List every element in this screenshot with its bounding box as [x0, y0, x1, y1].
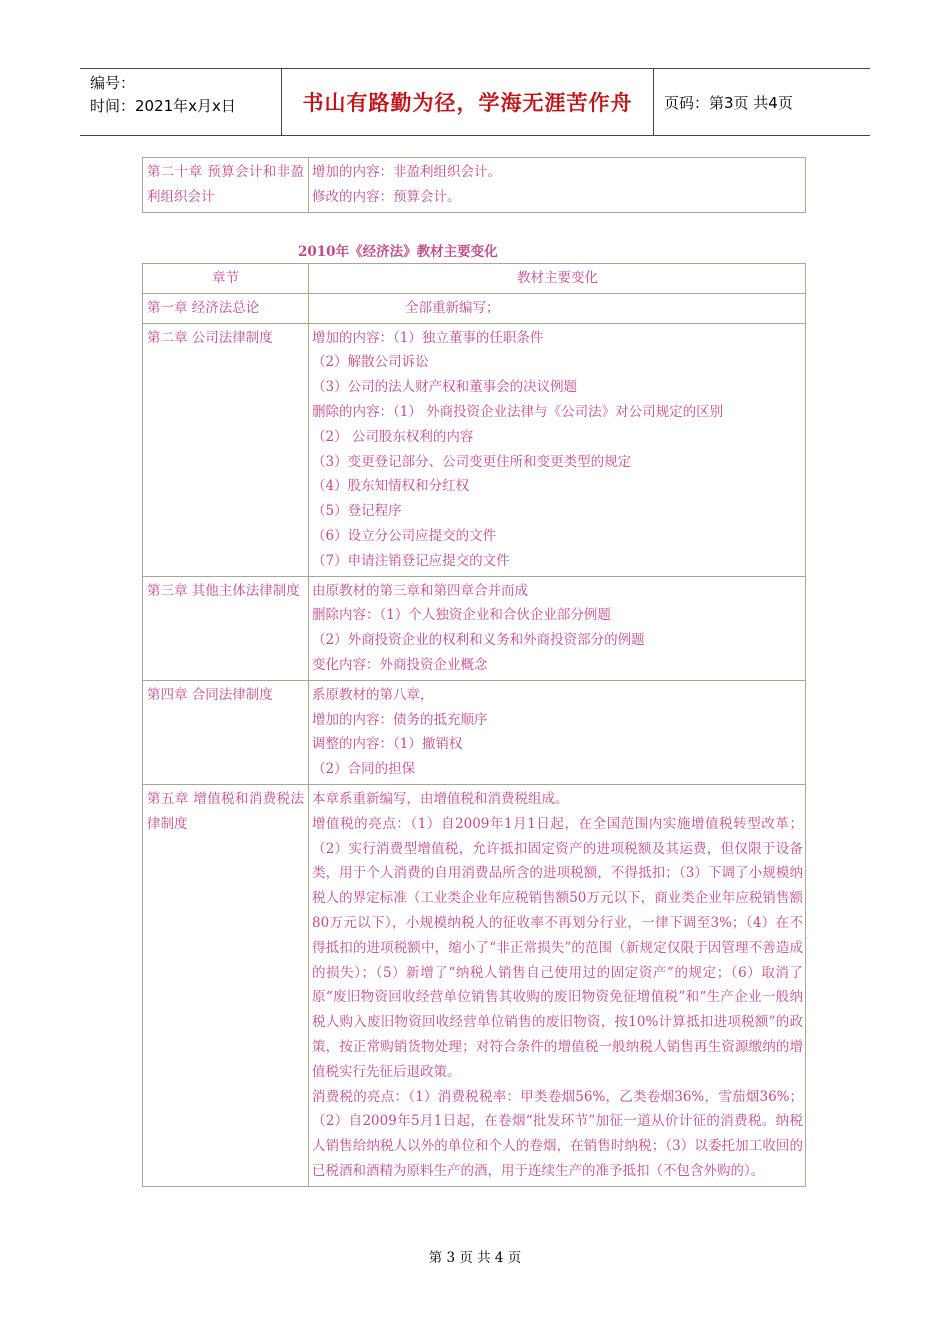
change-line: 删除内容：（1）个人独资企业和合伙企业部分例题	[312, 607, 611, 624]
table-row	[143, 293, 805, 323]
change-line: （2）合同的担保	[312, 761, 416, 778]
changes-cell	[309, 577, 805, 680]
changes-cell	[309, 681, 805, 784]
change-line: 由原教材的第三章和第四章合并而成	[312, 582, 528, 599]
column-header-chapter: 章节	[143, 264, 309, 293]
change-line: （7）申请注销登记应提交的文件	[312, 552, 510, 569]
header-motto: 书山有路勤为径，学海无涯苦作舟	[282, 69, 654, 135]
chapter-cell: 第一章 经济法总论	[143, 294, 309, 323]
change-line: 增加的内容：债务的抵充顺序	[312, 711, 488, 728]
change-line: 系原教材的第八章，	[312, 686, 434, 703]
change-line: （5）登记程序	[312, 503, 402, 520]
change-line: （6）设立分公司应提交的文件	[312, 527, 497, 544]
change-line: 变化内容：外商投资企业概念	[312, 656, 488, 673]
change-paragraph: 增值税的亮点：（1）自2009年1月1日起，在全国范围内实施增值税转型改革；（2）实行消费型增值税，允许抵扣固定资产的进项税额及其运费，但仅限于设备类，用于个人消费的自用消费品所含的进项税额，不得抵扣；（3）下调了小规模纳税人的界定标准（工业类企业年应税销售额50万元以下，商业类企业年应税销售额80万元以下），小规模纳税人的征收率不再划分行业，一律下调至3%；（4）在不得抵扣的进项税额中，缩小了“非正常损失”的范围（新规定仅限于因管理不善造成的损失）；（5）新增了“纳税人销售自己使用过的固定资产”的规定；（6）取消了原“废旧物资回收经营单位销售其收购的废旧物资免征增值税”和“生产企业一般纳税人购入废旧物资回收经营单位销售的废旧物资，按10%计算抵扣进项税额”的政策，按正常购销货物处理；对符合条件的增值税一般纳税人销售再生资源缴纳的增值税实行先征后退政策。	[312, 815, 803, 1080]
change-line: 修改的内容：预算会计。	[312, 188, 461, 205]
change-line: （3）变更登记部分、公司变更住所和变更类型的规定	[312, 453, 632, 470]
change-line: （3）公司的法人财产权和董事会的决议例题	[312, 379, 578, 396]
changes-table	[142, 263, 806, 1187]
chapter-cell: 第三章 其他主体法律制度	[143, 577, 309, 680]
chapter-cell: 第四章 合同法律制度	[143, 681, 309, 784]
change-line: （4）股东知情权和分红权	[312, 478, 470, 495]
number-label: 编号：	[90, 74, 136, 92]
page-header	[80, 68, 870, 136]
change-line: 增加的内容：非盈利组织会计。	[312, 164, 501, 180]
time-label: 时间：2021年x月x日	[90, 97, 236, 115]
chapter-cell: 第二章 公司法律制度	[143, 324, 309, 576]
chapter-cell: 第五章 增值税和消费税法律制度	[143, 785, 309, 1186]
table-row	[143, 158, 805, 212]
change-line: 增加的内容：（1）独立董事的任职条件	[312, 329, 544, 346]
table-row	[143, 784, 805, 1186]
change-paragraph: 消费税的亮点：（1）消费税税率：甲类卷烟56%，乙类卷烟36%，雪茄烟36%；（2）自2009年5月1日起，在卷烟“批发环节”加征一道从价计征的消费税。纳税人销售给纳税人以外的单位和个人的卷烟，在销售时纳税；（3）以委托加工收回的已税酒和酒精为原料生产的酒，用于连续生产的准予抵扣（不包含外购的）。	[312, 1088, 803, 1179]
section-title: 2010年《经济法》教材主要变化	[298, 244, 498, 260]
changes-cell	[309, 158, 805, 212]
page-footer: 第 3 页 共 4 页	[428, 1250, 522, 1266]
change-line: 调整的内容：（1）撤销权	[312, 736, 463, 753]
change-line: （2）解散公司诉讼	[312, 354, 429, 371]
change-line: （2）外商投资企业的权利和义务和外商投资部分的例题	[312, 632, 645, 649]
chapter-cell: 第二十章 预算会计和非盈利组织会计	[143, 158, 309, 212]
top-table	[142, 157, 806, 213]
column-header-changes: 教材主要变化	[517, 270, 598, 286]
change-paragraph: 本章系重新编写，由增值税和消费税组成。	[312, 790, 569, 807]
change-line: 删除的内容：（1） 外商投资企业法律与《公司法》对公司规定的区别	[312, 403, 724, 420]
changes-cell	[309, 324, 805, 576]
change-line: （2） 公司股东权利的内容	[312, 428, 474, 445]
changes-cell	[309, 294, 805, 323]
header-page-label: 页码：第3页 共4页	[664, 93, 793, 112]
table-header-row	[143, 264, 805, 293]
changes-cell	[309, 785, 805, 1186]
header-meta	[80, 69, 282, 135]
table-row	[143, 680, 805, 784]
table-row	[143, 323, 805, 576]
change-line: 全部重新编写；	[405, 299, 500, 316]
table-row	[143, 576, 805, 680]
